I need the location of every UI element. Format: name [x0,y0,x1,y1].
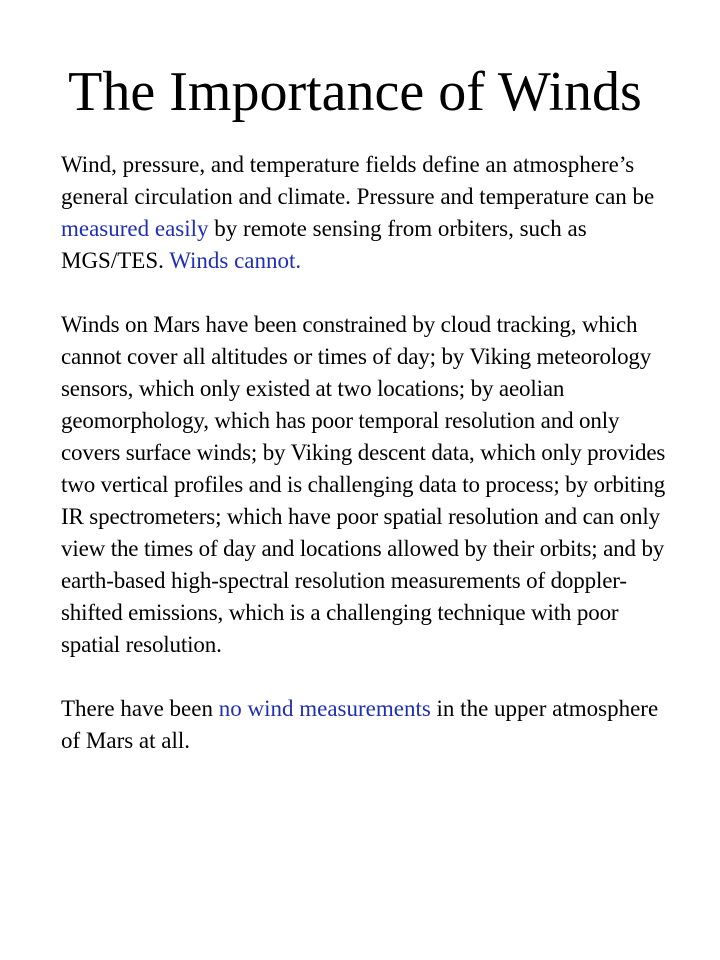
slide-body [61,149,681,757]
highlight-measured-easily: measured easily [61,216,209,241]
paragraph-text: by remote sensing from orbiters, such as MGS/TES. [61,216,587,273]
highlight-no-wind-measurements: no wind measurements [218,696,431,721]
highlight-period: . [295,248,302,273]
paragraph-text: in the upper atmosphere of Mars at all. [61,696,659,753]
highlight-winds-cannot: Winds cannot [169,248,296,273]
paragraph-text: There have been [61,696,219,721]
paragraph-wind-fields [61,149,681,277]
paragraph-wind-constraints: Winds on Mars have been constrained by cloud tracking, which cannot cover all altitudes or times of day; by Viking meteorology sensors, which only existed at two locations; by aeolian geomorphology, which has poor temporal resolution and only covers surface winds; by Viking descent data, which only provides two vertical profiles and is challenging data to process; by orbiting IR spectrometers; which have poor spatial resolution and can only view the times of day and locations allowed by their orbits; and by earth-based high-spectral resolution measurements of doppler-shifted emissions, which is a challenging technique with poor spatial resolution. [61,312,666,657]
paragraph-text: Wind, pressure, and temperature fields define an atmosphere’s general circulation and climate. Pressure and temperature can be [61,152,655,209]
slide-title: The Importance of Winds [68,61,642,123]
paragraph-no-measurements [61,693,681,757]
